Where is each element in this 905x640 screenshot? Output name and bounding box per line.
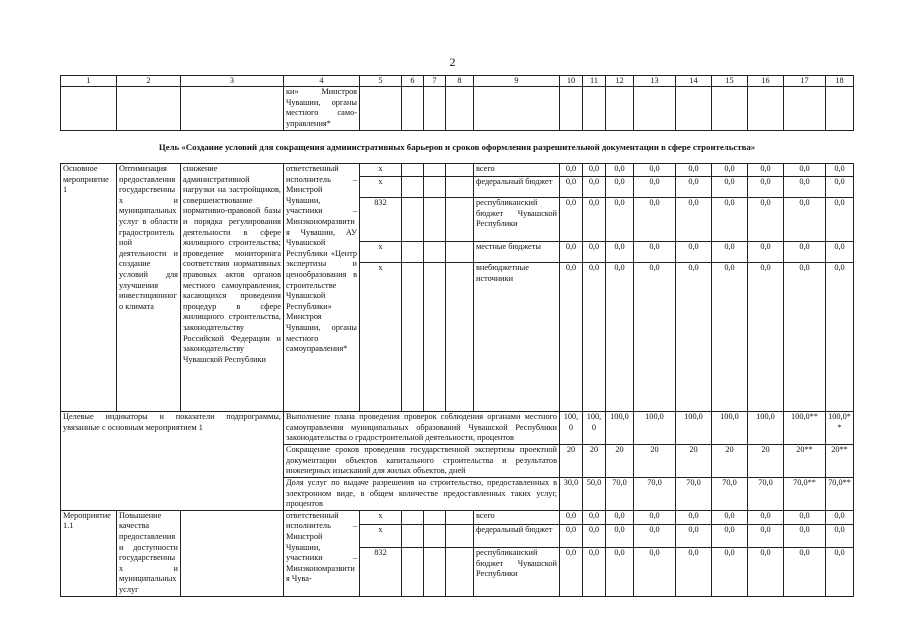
indicator-value: 20**: [826, 445, 854, 478]
value-cell: 0,0: [826, 263, 854, 412]
indicator-value: 20: [583, 445, 606, 478]
value-cell: 0,0: [826, 164, 854, 177]
indicators-label: Целевые индикаторы и показатели подпрограммы, увязанные с основным мероприятием 1: [61, 412, 284, 511]
value-cell: 0,0: [634, 177, 676, 198]
empty-cell: [424, 510, 446, 524]
value-cell: 0,0: [712, 548, 748, 596]
value-cell: 0,0: [826, 525, 854, 548]
column-header: 12: [606, 76, 634, 87]
empty-cell: [712, 87, 748, 131]
column-header: 5: [360, 76, 402, 87]
value-cell: 0,0: [676, 510, 712, 524]
indicator-value: 20: [606, 445, 634, 478]
value-cell: 0,0: [826, 177, 854, 198]
empty-cell: [748, 87, 784, 131]
value-cell: 0,0: [748, 164, 784, 177]
value-cell: 0,0: [606, 164, 634, 177]
column-header: 11: [583, 76, 606, 87]
activity-name: Повышение качества предоставления и доступности государственных и муниципальных услуг: [117, 510, 181, 596]
indicator-value: 100,0: [606, 412, 634, 445]
value-cell: 0,0: [560, 548, 583, 596]
empty-cell: [424, 263, 446, 412]
value-cell: 0,0: [606, 525, 634, 548]
funding-source: местные бюджеты: [474, 242, 560, 263]
value-cell: 0,0: [583, 548, 606, 596]
value-cell: 0,0: [606, 198, 634, 242]
indicator-value: 100,0**: [784, 412, 826, 445]
value-cell: 0,0: [784, 525, 826, 548]
indicator-value: 100,0: [583, 412, 606, 445]
activity-tasks: [181, 510, 284, 596]
indicator-value: 70,0**: [826, 478, 854, 511]
value-cell: 0,0: [634, 263, 676, 412]
empty-cell: [402, 525, 424, 548]
value-cell: 0,0: [676, 164, 712, 177]
value-cell: 0,0: [583, 177, 606, 198]
goal-title: Цель «Создание условий для сокращения административных барьеров и сроков оформления разрешительной документации в сфере строительства»: [158, 141, 756, 152]
empty-cell: [446, 242, 474, 263]
value-cell: 0,0: [606, 177, 634, 198]
value-cell: 0,0: [826, 548, 854, 596]
activity-tasks: снижение административной нагрузки на застройщиков, совершенствование нормативно-правовой базы и порядка регулирования деятельности в сфере жилищного строительства; проведение мониторинга соответствия нормативных правовых актов органов местного самоуправления, касающихся проведения процедур в сфере жилищного строительства, законодательству Российской Федерации и законодательству Чувашской Республики: [181, 164, 284, 412]
empty-cell: [402, 164, 424, 177]
value-cell: 0,0: [712, 164, 748, 177]
activity-name: Оптимизация предоставления государственных и муниципальных услуг в области градостроительной деятельности и создание условий для улучшения инвестиционного климата: [117, 164, 181, 412]
value-cell: 0,0: [634, 242, 676, 263]
value-cell: 0,0: [676, 198, 712, 242]
value-cell: 0,0: [784, 177, 826, 198]
funding-source: всего: [474, 164, 560, 177]
value-cell: 0,0: [826, 242, 854, 263]
indicator-value: 70,0: [676, 478, 712, 511]
empty-cell: [826, 87, 854, 131]
column-header: 18: [826, 76, 854, 87]
value-cell: 0,0: [784, 263, 826, 412]
indicator-value: 20: [634, 445, 676, 478]
indicator-value: 70,0: [606, 478, 634, 511]
value-cell: 0,0: [784, 510, 826, 524]
column-header: 10: [560, 76, 583, 87]
empty-cell: [474, 87, 560, 131]
column-header: 4: [284, 76, 360, 87]
funding-source: федеральный бюджет: [474, 177, 560, 198]
indicator-value: 70,0: [748, 478, 784, 511]
empty-cell: [446, 525, 474, 548]
empty-cell: [446, 198, 474, 242]
activity-number: Мероприятие 1.1: [61, 510, 117, 596]
value-cell: 0,0: [634, 548, 676, 596]
value-cell: 0,0: [748, 263, 784, 412]
column-header: 9: [474, 76, 560, 87]
empty-cell: [424, 177, 446, 198]
empty-cell: [424, 198, 446, 242]
value-cell: 0,0: [748, 525, 784, 548]
funding-source: внебюджетные источники: [474, 263, 560, 412]
empty-cell: [446, 164, 474, 177]
empty-cell: [402, 198, 424, 242]
budget-code: х: [360, 263, 402, 412]
value-cell: 0,0: [826, 198, 854, 242]
value-cell: 0,0: [583, 263, 606, 412]
value-cell: 0,0: [784, 548, 826, 596]
empty-cell: [117, 87, 181, 131]
value-cell: 0,0: [583, 510, 606, 524]
program-table: [60, 75, 854, 597]
column-header: 8: [446, 76, 474, 87]
indicator-value: 70,0: [712, 478, 748, 511]
value-cell: 0,0: [784, 164, 826, 177]
value-cell: 0,0: [676, 548, 712, 596]
value-cell: 0,0: [606, 263, 634, 412]
funding-source: всего: [474, 510, 560, 524]
budget-code: 832: [360, 198, 402, 242]
funding-source: республиканский бюджет Чувашской Республики: [474, 198, 560, 242]
indicator-value: 100,0: [634, 412, 676, 445]
value-cell: 0,0: [676, 525, 712, 548]
header-row: [61, 76, 854, 87]
activity-row: [61, 510, 854, 524]
page-number: 2: [449, 55, 456, 69]
executor-cell: ответственный исполнитель – Минстрой Чувашии, участники – Минэкономразвития Чува-: [284, 510, 360, 596]
empty-cell: [634, 87, 676, 131]
indicator-name: Доля услуг по выдаче разрешения на строительство, предоставленных в электронном виде, в общем количестве предоставленных таких услуг, процентов: [284, 478, 560, 511]
value-cell: 0,0: [634, 525, 676, 548]
empty-cell: [424, 525, 446, 548]
value-cell: 0,0: [712, 177, 748, 198]
value-cell: 0,0: [560, 263, 583, 412]
indicator-value: 100,0**: [826, 412, 854, 445]
value-cell: 0,0: [560, 164, 583, 177]
value-cell: 0,0: [784, 198, 826, 242]
indicator-value: 20: [676, 445, 712, 478]
column-header: 1: [61, 76, 117, 87]
indicator-row: [61, 412, 854, 445]
value-cell: 0,0: [676, 177, 712, 198]
value-cell: 0,0: [676, 263, 712, 412]
empty-cell: [446, 548, 474, 596]
indicator-value: 50,0: [583, 478, 606, 511]
value-cell: 0,0: [634, 164, 676, 177]
empty-cell: [424, 548, 446, 596]
empty-cell: [402, 548, 424, 596]
column-header: 13: [634, 76, 676, 87]
indicator-value: 20: [748, 445, 784, 478]
executor-cell: ки» Минстроя Чувашии, органы местного само-управления*: [284, 87, 360, 131]
empty-cell: [402, 510, 424, 524]
activity-number: Основное мероприятие 1: [61, 164, 117, 412]
empty-cell: [424, 164, 446, 177]
value-cell: 0,0: [712, 263, 748, 412]
value-cell: 0,0: [748, 177, 784, 198]
budget-code: х: [360, 510, 402, 524]
goal-row: [61, 131, 854, 164]
empty-cell: [583, 87, 606, 131]
empty-cell: [61, 87, 117, 131]
column-header: 14: [676, 76, 712, 87]
empty-cell: [424, 87, 446, 131]
funding-source: федеральный бюджет: [474, 525, 560, 548]
value-cell: 0,0: [560, 242, 583, 263]
indicator-value: 20: [712, 445, 748, 478]
empty-cell: [402, 242, 424, 263]
value-cell: 0,0: [712, 510, 748, 524]
budget-code: х: [360, 177, 402, 198]
indicator-value: 100,0: [560, 412, 583, 445]
value-cell: 0,0: [712, 525, 748, 548]
indicator-value: 30,0: [560, 478, 583, 511]
empty-cell: [446, 510, 474, 524]
value-cell: 0,0: [748, 510, 784, 524]
empty-cell: [446, 177, 474, 198]
value-cell: 0,0: [583, 164, 606, 177]
indicator-value: 20**: [784, 445, 826, 478]
empty-cell: [181, 87, 284, 131]
budget-code: 832: [360, 548, 402, 596]
value-cell: 0,0: [826, 510, 854, 524]
value-cell: 0,0: [583, 198, 606, 242]
budget-code: х: [360, 242, 402, 263]
value-cell: 0,0: [634, 198, 676, 242]
column-header: 15: [712, 76, 748, 87]
value-cell: 0,0: [748, 198, 784, 242]
column-header: 17: [784, 76, 826, 87]
empty-cell: [560, 87, 583, 131]
indicator-value: 100,0: [712, 412, 748, 445]
continuation-row: [61, 87, 854, 131]
indicator-value: 100,0: [676, 412, 712, 445]
value-cell: 0,0: [606, 242, 634, 263]
column-header: 6: [402, 76, 424, 87]
empty-cell: [606, 87, 634, 131]
empty-cell: [424, 242, 446, 263]
funding-source: республиканский бюджет Чувашской Республики: [474, 548, 560, 596]
value-cell: 0,0: [712, 242, 748, 263]
column-header: 7: [424, 76, 446, 87]
empty-cell: [446, 87, 474, 131]
empty-cell: [360, 87, 402, 131]
value-cell: 0,0: [748, 242, 784, 263]
empty-cell: [676, 87, 712, 131]
indicator-value: 100,0: [748, 412, 784, 445]
value-cell: 0,0: [560, 177, 583, 198]
value-cell: 0,0: [676, 242, 712, 263]
indicator-value: 20: [560, 445, 583, 478]
value-cell: 0,0: [748, 548, 784, 596]
empty-cell: [402, 87, 424, 131]
value-cell: 0,0: [583, 242, 606, 263]
empty-cell: [784, 87, 826, 131]
budget-code: х: [360, 525, 402, 548]
indicator-name: Выполнение плана проведения проверок соблюдения органами местного самоуправления муниципальных образований Чувашской Республики законодательства о градостроительной деятельности, процентов: [284, 412, 560, 445]
value-cell: 0,0: [712, 198, 748, 242]
indicator-name: Сокращение сроков проведения государственной экспертизы проектной документации объектов капитального строительства и результатов инженерных изысканий для жилых объектов, дней: [284, 445, 560, 478]
column-header: 3: [181, 76, 284, 87]
empty-cell: [446, 263, 474, 412]
value-cell: 0,0: [634, 510, 676, 524]
empty-cell: [402, 263, 424, 412]
executor-cell: ответственный исполнитель – Минстрой Чувашии, участники – Минэкономразвития Чувашии, АУ Чувашской Республики «Центр экспертизы и ценообразования в строительстве Чувашской Республики» Минстроя Чувашии, органы местного самоуправления*: [284, 164, 360, 412]
value-cell: 0,0: [583, 525, 606, 548]
column-header: 2: [117, 76, 181, 87]
value-cell: 0,0: [560, 525, 583, 548]
value-cell: 0,0: [606, 510, 634, 524]
value-cell: 0,0: [560, 198, 583, 242]
indicator-value: 70,0: [634, 478, 676, 511]
column-header: 16: [748, 76, 784, 87]
value-cell: 0,0: [784, 242, 826, 263]
value-cell: 0,0: [606, 548, 634, 596]
budget-code: х: [360, 164, 402, 177]
value-cell: 0,0: [560, 510, 583, 524]
empty-cell: [402, 177, 424, 198]
indicator-value: 70,0**: [784, 478, 826, 511]
activity-row: [61, 164, 854, 177]
